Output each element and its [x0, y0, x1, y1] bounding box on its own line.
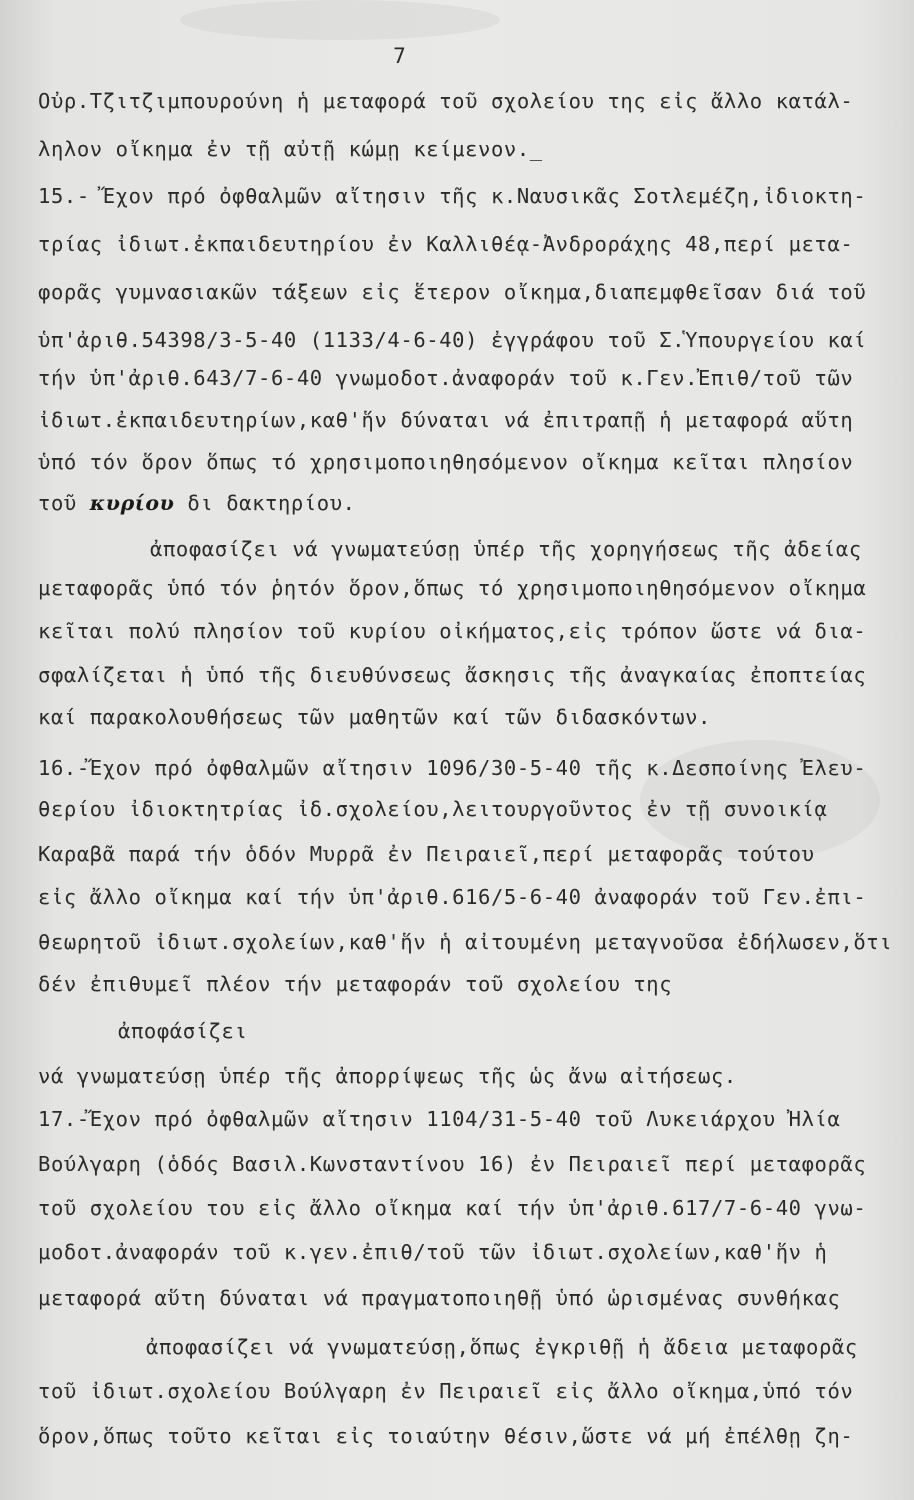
text-line: 15.- Ἔχον πρό ὀφθαλμῶν αἴτησιν τῆς κ.Ναυσικᾶς Σοτλεμέζη,ἰδιοκτη- — [38, 184, 867, 208]
page-number: 7 — [393, 44, 407, 68]
text-line: τοῦ ἰδιωτ.σχολείου Βούλγαρη ἐν Πειραιεῖ εἰς ἄλλο οἴκημα,ὑπό τόν — [38, 1379, 854, 1403]
text-line: ὅρον,ὅπως τοῦτο κεῖται εἰς τοιαύτην θέσιν,ὥστε νά μή ἐπέλθῃ ζη- — [38, 1424, 854, 1448]
text-line: 16.-Ἔχον πρό ὀφθαλμῶν αἴτησιν 1096/30-5-40 τῆς κ.Δεσποίνης Ἐλευ- — [38, 756, 867, 780]
text-line: μοδοτ.ἀναφοράν τοῦ κ.γεν.ἐπιθ/τοῦ τῶν ἰδιωτ.σχολείων,καθ'ἥν ἡ — [38, 1240, 828, 1264]
text-line: Βούλγαρη (ὁδός Βασιλ.Κωνσταντίνου 16) ἐν Πειραιεῖ περί μεταφορᾶς — [38, 1152, 867, 1176]
text-line: σφαλίζεται ἡ ὑπό τῆς διευθύνσεως ἄσκησις τῆς ἀναγκαίας ἐποπτείας — [38, 663, 867, 687]
text-line: ἰδιωτ.ἐκπαιδευτηρίων,καθ'ἥν δύναται νά ἐπιτραπῇ ἡ μεταφορά αὕτη — [38, 408, 854, 432]
handwritten-insert: κυρίου — [89, 491, 175, 515]
line-prefix: τοῦ — [38, 491, 77, 515]
text-line: νά γνωματεύσῃ ὑπέρ τῆς ἀπορρίψεως τῆς ὡς ἄνω αἰτήσεως. — [38, 1064, 737, 1088]
line-rest: δι δακτηρίου. — [187, 491, 356, 515]
text-line: Καραβᾶ παρά τήν ὁδόν Μυρρᾶ ἐν Πειραιεῖ,περί μεταφορᾶς τούτου — [38, 842, 815, 866]
decision-line: ἀποφασίζει νά γνωματεύσῃ,ὅπως ἐγκριθῇ ἡ ἄδεια μεταφορᾶς — [146, 1335, 858, 1359]
text-line: 17.-Ἔχον πρό ὀφθαλμῶν αἴτησιν 1104/31-5-40 τοῦ Λυκειάρχου Ἠλία — [38, 1107, 841, 1131]
text-line: θερίου ἰδιοκτητρίας ἰδ.σχολείου,λειτουργοῦντος ἐν τῇ συνοικίᾳ — [38, 797, 828, 821]
text-line: φορᾶς γυμνασιακῶν τάξεων εἰς ἕτερον οἴκημα,διαπεμφθεῖσαν διά τοῦ — [38, 280, 867, 304]
text-line: τήν ὑπ'ἀριθ.643/7-6-40 γνωμοδοτ.ἀναφοράν τοῦ κ.Γεν.Ἐπιθ/τοῦ τῶν — [38, 366, 854, 390]
scan-smudge — [180, 0, 500, 40]
text-line: μεταφορά αὕτη δύναται νά πραγματοποιηθῇ ὑπό ὡρισμένας συνθήκας — [38, 1286, 841, 1310]
text-line: τοῦ σχολείου του εἰς ἄλλο οἴκημα καί τήν ὑπ'ἀριθ.617/7-6-40 γνω- — [38, 1196, 867, 1220]
text-line: ὑπ'ἀριθ.54398/3-5-40 (1133/4-6-40) ἐγγράφου τοῦ Σ.Ὑπουργείου καί — [38, 328, 867, 352]
text-line: κεῖται πολύ πλησίον τοῦ κυρίου οἰκήματος,εἰς τρόπον ὥστε νά δια- — [38, 619, 867, 643]
text-line: Οὐρ.Τζιτζιμπουρούνη ἡ μεταφορά τοῦ σχολείου της εἰς ἄλλο κατάλ- — [38, 89, 854, 113]
text-line: μεταφορᾶς ὑπό τόν ῥητόν ὅρον,ὅπως τό χρησιμοποιηθησόμενον οἴκημα — [38, 576, 867, 600]
text-line-with-handwritten-insert — [38, 489, 356, 517]
text-line: ληλον οἴκημα ἐν τῇ αὐτῇ κώμῃ κείμενον._ — [38, 137, 543, 161]
text-line: ὑπό τόν ὅρον ὅπως τό χρησιμοποιηθησόμενον οἴκημα κεῖται πλησίον — [38, 450, 854, 474]
decision-line: ἀποφάσίζει — [118, 1019, 248, 1043]
text-line: καί παρακολουθήσεως τῶν μαθητῶν καί τῶν διδασκόντων. — [38, 705, 711, 729]
text-line: δέν ἐπιθυμεῖ πλέον τήν μεταφοράν τοῦ σχολείου της — [38, 972, 673, 996]
text-line: εἰς ἄλλο οἴκημα καί τήν ὑπ'ἀριθ.616/5-6-40 ἀναφοράν τοῦ Γεν.ἐπι- — [38, 885, 867, 909]
decision-line: ἀποφασίζει νά γνωματεύσῃ ὑπέρ τῆς χορηγήσεως τῆς ἀδείας — [150, 537, 862, 561]
text-line: τρίας ἰδιωτ.ἐκπαιδευτηρίου ἐν Καλλιθέᾳ-Ἀνδροράχης 48,περί μετα- — [38, 232, 854, 256]
text-line: θεωρητοῦ ἰδιωτ.σχολείων,καθ'ἥν ἡ αἰτουμένη μεταγνοῦσα ἐδήλωσεν,ὅτι — [38, 930, 893, 954]
